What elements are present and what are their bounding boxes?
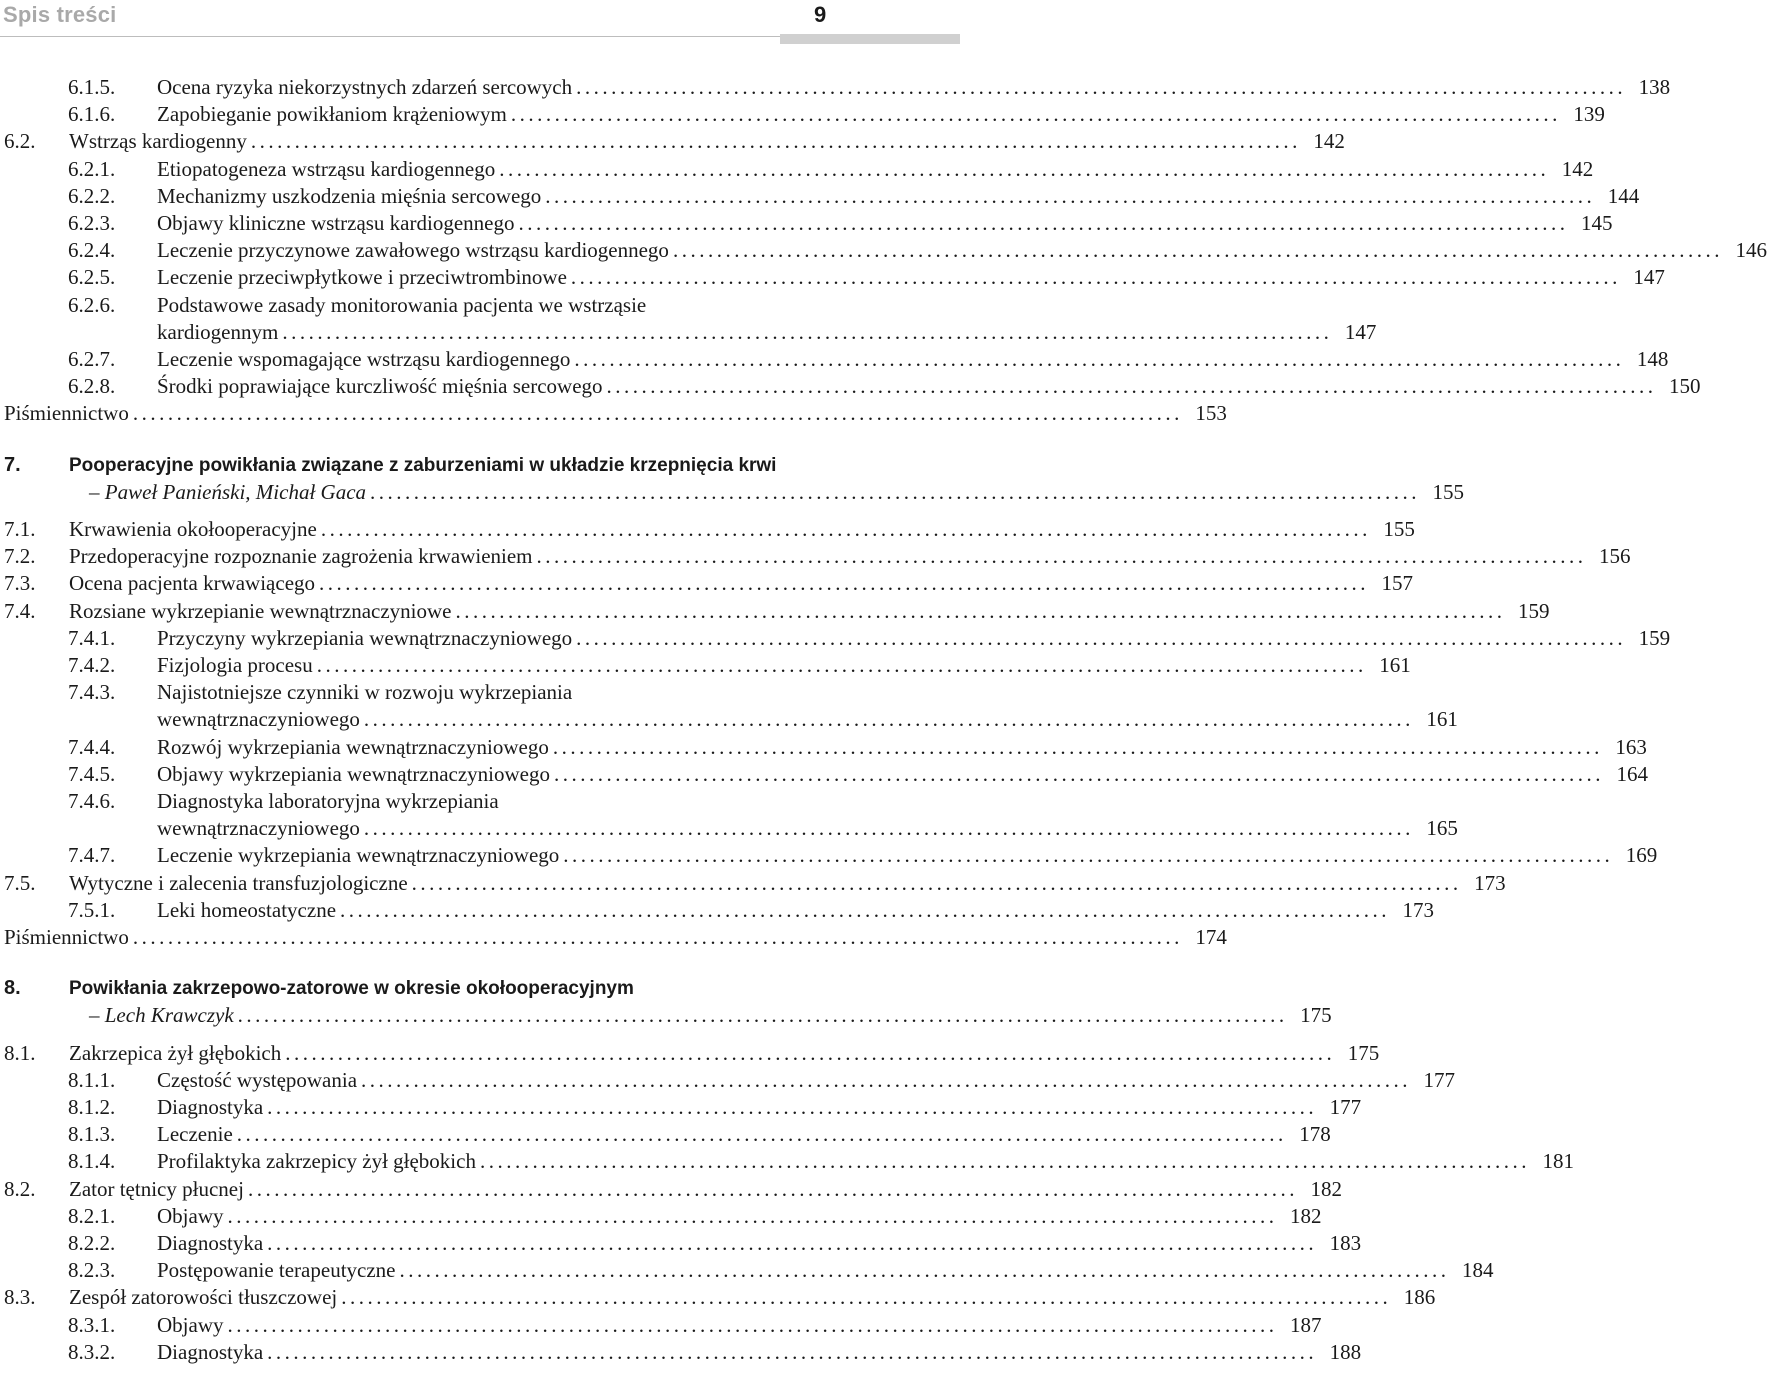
entry-number bbox=[68, 734, 115, 761]
entry-title: Leczenie bbox=[157, 1122, 233, 1147]
entry-number-text: 7.4.4. bbox=[68, 734, 116, 759]
entry-number-text: 8.1.2. bbox=[68, 1095, 116, 1119]
entry-author: – Lech Krawczyk bbox=[89, 1003, 234, 1028]
entry-number bbox=[4, 516, 36, 543]
entry-number-text: 8.1. bbox=[4, 1040, 36, 1065]
dot-leader: ........................................................................................................................ bbox=[340, 897, 1391, 922]
entry-title: Leczenie wspomagające wstrząsu kardiogennego bbox=[157, 347, 571, 371]
entry-page: 159 bbox=[1518, 598, 1550, 623]
entry-number bbox=[4, 1040, 36, 1067]
dot-leader: ........................................................................................................................ bbox=[282, 319, 1333, 344]
entry-page: 177 bbox=[1329, 1095, 1362, 1119]
entry-number-text: 6.1.5. bbox=[68, 75, 116, 99]
entry-number-text: 6.2.2. bbox=[68, 183, 116, 208]
entry-page: 147 bbox=[1344, 319, 1377, 344]
toc-entry[interactable] bbox=[157, 897, 1435, 924]
toc-entry-continuation[interactable] bbox=[157, 706, 1458, 733]
toc-entry[interactable] bbox=[157, 1067, 1456, 1094]
entry-page: 178 bbox=[1299, 1122, 1331, 1147]
toc-entry[interactable] bbox=[4, 400, 1227, 427]
entry-number bbox=[68, 264, 115, 291]
entry-number-text: 7.2. bbox=[4, 544, 36, 569]
chapter-number: 7. bbox=[4, 453, 21, 476]
dot-leader: ........................................................................................................................ bbox=[552, 734, 1603, 759]
entry-title-continuation: wewnątrznaczyniowego bbox=[157, 816, 360, 841]
toc-entry[interactable] bbox=[69, 543, 1631, 570]
dot-leader: ........................................................................................................................ bbox=[576, 625, 1627, 650]
dot-leader: ........................................................................................................................ bbox=[672, 238, 1723, 263]
entry-page: 184 bbox=[1462, 1258, 1494, 1283]
entry-number-text: 6.1.6. bbox=[68, 102, 116, 127]
toc-entry[interactable] bbox=[157, 183, 1640, 210]
toc-entry[interactable] bbox=[69, 1284, 1436, 1311]
entry-number bbox=[68, 897, 115, 924]
entry-page: 142 bbox=[1313, 129, 1345, 154]
entry-title: Środki poprawiające kurczliwość mięśnia sercowego bbox=[157, 374, 603, 399]
entry-page: 175 bbox=[1347, 1040, 1380, 1065]
toc-entry[interactable] bbox=[157, 734, 1647, 761]
entry-number bbox=[68, 1257, 115, 1284]
toc-entry[interactable] bbox=[157, 1257, 1494, 1284]
entry-number-text: 6.2.3. bbox=[68, 211, 116, 235]
entry-title: Rozwój wykrzepiania wewnątrznaczyniowego bbox=[157, 734, 549, 759]
entry-number bbox=[68, 373, 115, 400]
entry-number-text: 8.3.1. bbox=[68, 1312, 116, 1337]
toc-entry[interactable] bbox=[157, 788, 499, 815]
dot-leader: ........................................................................................................................ bbox=[132, 401, 1183, 426]
dot-leader: ........................................................................................................................ bbox=[285, 1040, 1336, 1065]
dot-leader: ........................................................................................................................ bbox=[361, 1067, 1412, 1092]
toc-entry[interactable] bbox=[157, 74, 1671, 101]
dot-leader: ........................................................................................................................ bbox=[247, 1176, 1298, 1201]
toc-entry[interactable] bbox=[157, 346, 1669, 373]
toc-entry[interactable] bbox=[157, 1148, 1574, 1175]
entry-author: – Paweł Panieński, Michał Gaca bbox=[89, 479, 367, 504]
dot-leader: ........................................................................................................................ bbox=[320, 517, 1371, 541]
entry-number bbox=[4, 870, 36, 897]
entry-number bbox=[68, 74, 115, 101]
entry-page: 175 bbox=[1300, 1003, 1332, 1028]
entry-number bbox=[4, 128, 36, 155]
entry-number bbox=[68, 183, 115, 210]
toc-entry[interactable] bbox=[157, 264, 1665, 291]
entry-number-text: 7.4.7. bbox=[68, 843, 116, 868]
entry-number bbox=[4, 543, 36, 570]
entry-title: Objawy bbox=[157, 1312, 224, 1337]
entry-title: Profilaktyka zakrzepicy żył głębokich bbox=[157, 1149, 476, 1174]
page-number: 9 bbox=[814, 2, 827, 27]
entry-title: Ocena ryzyka niekorzystnych zdarzeń sercowych bbox=[157, 75, 573, 99]
entry-number bbox=[68, 156, 115, 183]
entry-page: 157 bbox=[1381, 571, 1414, 596]
toc-entry[interactable] bbox=[157, 156, 1594, 183]
entry-title: Piśmiennictwo bbox=[4, 925, 129, 949]
header-rule bbox=[0, 36, 780, 37]
dot-leader: ........................................................................................................................ bbox=[606, 374, 1657, 399]
entry-number bbox=[68, 1148, 115, 1175]
entry-title: Krwawienia okołooperacyjne bbox=[69, 517, 317, 541]
entry-number-text: 7.3. bbox=[4, 571, 36, 596]
entry-number-text: 7.1. bbox=[4, 517, 36, 541]
entry-number-text: 6.2. bbox=[4, 129, 36, 154]
entry-number-text: 8.3.2. bbox=[68, 1339, 116, 1364]
dot-leader: ........................................................................................................................ bbox=[227, 1312, 1278, 1337]
dot-leader: ........................................................................................................................ bbox=[455, 598, 1506, 623]
entry-number-text: 7.4. bbox=[4, 598, 36, 623]
dot-leader: ........................................................................................................................ bbox=[499, 156, 1550, 181]
dot-leader: ........................................................................................................................ bbox=[363, 707, 1414, 732]
dot-leader: ........................................................................................................................ bbox=[570, 265, 1621, 290]
entry-number bbox=[68, 1203, 115, 1230]
toc-entry[interactable] bbox=[157, 210, 1613, 237]
toc-entry[interactable] bbox=[157, 1203, 1322, 1230]
dot-leader: ........................................................................................................................ bbox=[510, 102, 1561, 127]
entry-page: 164 bbox=[1616, 761, 1649, 786]
toc-entry[interactable] bbox=[157, 1230, 1362, 1257]
toc-entry[interactable] bbox=[157, 842, 1658, 869]
entry-number bbox=[68, 1094, 115, 1121]
toc-entry[interactable] bbox=[157, 652, 1411, 679]
dot-leader: ........................................................................................................................ bbox=[267, 1339, 1318, 1364]
toc-entry[interactable] bbox=[157, 1339, 1362, 1366]
entry-number bbox=[68, 1067, 115, 1094]
dot-leader: ........................................................................................................................ bbox=[411, 870, 1462, 895]
toc-entry[interactable] bbox=[69, 1176, 1342, 1203]
toc-entry[interactable] bbox=[157, 292, 646, 319]
dot-leader: ........................................................................................................................ bbox=[536, 544, 1587, 569]
entry-number bbox=[68, 625, 115, 652]
entry-page: 145 bbox=[1580, 211, 1613, 235]
entry-number bbox=[4, 570, 36, 597]
toc-entry[interactable] bbox=[4, 924, 1227, 951]
entry-number-text: 8.3. bbox=[4, 1285, 36, 1310]
dot-leader: ........................................................................................................................ bbox=[399, 1258, 1450, 1283]
entry-page: 161 bbox=[1426, 707, 1458, 732]
entry-number-text: 8.2. bbox=[4, 1176, 36, 1201]
dot-leader: ........................................................................................................................ bbox=[267, 1231, 1318, 1255]
entry-page: 177 bbox=[1423, 1067, 1456, 1092]
toc-entry[interactable] bbox=[157, 1094, 1362, 1121]
entry-title: Najistotniejsze czynniki w rozwoju wykrzepiania bbox=[157, 680, 573, 705]
toc-entry-continuation[interactable] bbox=[157, 815, 1458, 842]
toc-entry[interactable] bbox=[157, 237, 1767, 264]
toc-entry[interactable] bbox=[157, 625, 1671, 652]
entry-title: Przyczyny wykrzepiania wewnątrznaczyniowego bbox=[157, 625, 573, 650]
entry-number bbox=[68, 1230, 115, 1257]
dot-leader: ........................................................................................................................ bbox=[267, 1095, 1318, 1119]
entry-title: Piśmiennictwo bbox=[4, 401, 129, 426]
chapter-number: 8. bbox=[4, 977, 21, 1000]
dot-leader: ........................................................................................................................ bbox=[563, 843, 1614, 868]
entry-number-text: 8.2.2. bbox=[68, 1231, 116, 1255]
entry-number-text: 8.2.1. bbox=[68, 1203, 116, 1228]
entry-number-text: 7.4.1. bbox=[68, 625, 116, 650]
toc-entry[interactable] bbox=[69, 1040, 1380, 1067]
header-tab-bar bbox=[780, 34, 960, 44]
entry-page: 181 bbox=[1542, 1149, 1574, 1174]
entry-page: 173 bbox=[1402, 897, 1435, 922]
entry-page: 182 bbox=[1290, 1203, 1322, 1228]
entry-page: 173 bbox=[1474, 870, 1506, 895]
entry-page: 155 bbox=[1383, 517, 1415, 541]
entry-number-text: 6.2.5. bbox=[68, 265, 116, 290]
entry-page: 186 bbox=[1403, 1285, 1436, 1310]
entry-number-text: 8.1.1. bbox=[68, 1067, 116, 1092]
entry-page: 147 bbox=[1633, 265, 1665, 290]
entry-page: 169 bbox=[1625, 843, 1658, 868]
entry-title: Fizjologia procesu bbox=[157, 653, 313, 677]
entry-title: Przedoperacyjne rozpoznanie zagrożenia krwawieniem bbox=[69, 544, 533, 569]
dot-leader: ........................................................................................................................ bbox=[316, 653, 1367, 677]
chapter-title[interactable]: Powikłania zakrzepowo-zatorowe w okresie okołooperacyjnym bbox=[69, 978, 634, 1000]
entry-title: Diagnostyka bbox=[157, 1339, 264, 1364]
entry-number-text: 8.1.4. bbox=[68, 1149, 116, 1174]
entry-page: 159 bbox=[1638, 625, 1671, 650]
dot-leader: ........................................................................................................................ bbox=[227, 1203, 1278, 1228]
toc-entry[interactable] bbox=[157, 373, 1701, 400]
entry-title: Rozsiane wykrzepianie wewnątrznaczyniowe bbox=[69, 598, 452, 623]
entry-number bbox=[68, 237, 115, 264]
entry-title: Objawy wykrzepiania wewnątrznaczyniowego bbox=[157, 761, 551, 786]
entry-number bbox=[4, 1284, 36, 1311]
entry-number bbox=[4, 1176, 36, 1203]
entry-title: Objawy bbox=[157, 1203, 224, 1228]
entry-page: 163 bbox=[1615, 734, 1647, 759]
entry-number bbox=[68, 101, 115, 128]
entry-title: Leczenie przyczynowe zawałowego wstrząsu kardiogennego bbox=[157, 238, 669, 263]
entry-title: Diagnostyka bbox=[157, 1095, 264, 1119]
entry-number-text: 7.5. bbox=[4, 870, 36, 895]
entry-page: 144 bbox=[1607, 183, 1640, 208]
entry-title: Diagnostyka laboratoryjna wykrzepiania bbox=[157, 789, 499, 813]
toc-entry[interactable] bbox=[157, 1312, 1322, 1339]
entry-page: 165 bbox=[1426, 816, 1458, 841]
dot-leader: ........................................................................................................................ bbox=[237, 1003, 1288, 1028]
dot-leader: ........................................................................................................................ bbox=[132, 925, 1183, 949]
page-header bbox=[0, 0, 960, 50]
entry-page: 155 bbox=[1432, 479, 1465, 504]
entry-title-continuation: wewnątrznaczyniowego bbox=[157, 707, 360, 732]
entry-number bbox=[68, 761, 115, 788]
entry-page: 183 bbox=[1329, 1231, 1362, 1255]
entry-number-text: 6.2.1. bbox=[68, 156, 116, 181]
entry-title: Wytyczne i zalecenia transfuzjologiczne bbox=[69, 870, 408, 895]
dot-leader: ........................................................................................................................ bbox=[574, 347, 1625, 371]
entry-number-text: 7.4.3. bbox=[68, 680, 116, 705]
entry-title: Częstość występowania bbox=[157, 1067, 358, 1092]
entry-number-text: 7.5.1. bbox=[68, 897, 116, 922]
entry-page: 174 bbox=[1195, 925, 1227, 949]
entry-number bbox=[68, 1312, 115, 1339]
toc-entry[interactable] bbox=[157, 1121, 1331, 1148]
entry-title: Leczenie wykrzepiania wewnątrznaczyniowego bbox=[157, 843, 560, 868]
entry-number bbox=[68, 842, 115, 869]
entry-title: Zespół zatorowości tłuszczowej bbox=[69, 1285, 338, 1310]
toc-entry[interactable] bbox=[69, 128, 1345, 155]
entry-title: Zakrzepica żył głębokich bbox=[69, 1040, 282, 1065]
entry-number-text: 7.4.2. bbox=[68, 653, 116, 677]
dot-leader: ........................................................................................................................ bbox=[479, 1149, 1530, 1174]
entry-number-text: 7.4.5. bbox=[68, 761, 116, 786]
entry-page: 146 bbox=[1735, 238, 1767, 263]
dot-leader: ........................................................................................................................ bbox=[319, 571, 1370, 596]
entry-number-text: 6.2.4. bbox=[68, 238, 116, 263]
entry-number bbox=[68, 1121, 115, 1148]
entry-title: Podstawowe zasady monitorowania pacjenta we wstrząsie bbox=[157, 292, 647, 317]
dot-leader: ........................................................................................................................ bbox=[518, 211, 1569, 235]
entry-number bbox=[68, 788, 115, 815]
entry-page: 139 bbox=[1573, 102, 1605, 127]
entry-title: Objawy kliniczne wstrząsu kardiogennego bbox=[157, 211, 515, 235]
entry-page: 188 bbox=[1329, 1339, 1362, 1364]
entry-page: 138 bbox=[1638, 75, 1671, 99]
entry-number-text: 6.2.8. bbox=[68, 374, 116, 399]
entry-page: 150 bbox=[1669, 374, 1701, 399]
entry-number-text: 8.1.3. bbox=[68, 1122, 116, 1147]
dot-leader: ........................................................................................................................ bbox=[370, 479, 1421, 504]
toc-entry[interactable] bbox=[157, 761, 1649, 788]
entry-title: Zapobieganie powikłaniom krążeniowym bbox=[157, 102, 507, 127]
toc-entry[interactable] bbox=[157, 101, 1605, 128]
entry-title: Leczenie przeciwpłytkowe i przeciwtrombinowe bbox=[157, 265, 567, 290]
dot-leader: ........................................................................................................................ bbox=[236, 1122, 1287, 1147]
entry-title: Zator tętnicy płucnej bbox=[69, 1176, 244, 1201]
dot-leader: ........................................................................................................................ bbox=[576, 75, 1627, 99]
entry-number bbox=[68, 292, 115, 319]
entry-number-text: 6.2.6. bbox=[68, 292, 116, 317]
chapter-title[interactable]: Pooperacyjne powikłania związane z zaburzeniami w układzie krzepnięcia krwi bbox=[69, 454, 777, 476]
chapter-author-line[interactable] bbox=[89, 1002, 1332, 1029]
entry-title-continuation: kardiogennym bbox=[157, 319, 279, 344]
dot-leader: ........................................................................................................................ bbox=[250, 129, 1301, 154]
entry-page: 187 bbox=[1290, 1312, 1322, 1337]
chapter-author-line[interactable] bbox=[89, 479, 1465, 506]
entry-number bbox=[68, 679, 115, 706]
entry-number bbox=[68, 1339, 115, 1366]
entry-number bbox=[4, 598, 36, 625]
toc-entry[interactable] bbox=[69, 598, 1550, 625]
toc-entry-continuation[interactable] bbox=[157, 319, 1377, 346]
entry-title: Ocena pacjenta krwawiącego bbox=[69, 571, 316, 596]
toc-entry[interactable] bbox=[157, 679, 572, 706]
toc-entry[interactable] bbox=[69, 870, 1506, 897]
entry-title: Diagnostyka bbox=[157, 1231, 264, 1255]
entry-page: 142 bbox=[1561, 156, 1594, 181]
entry-page: 161 bbox=[1379, 653, 1411, 677]
entry-number-text: 8.2.3. bbox=[68, 1258, 116, 1283]
entry-page: 182 bbox=[1310, 1176, 1342, 1201]
entry-page: 148 bbox=[1636, 347, 1669, 371]
entry-number-text: 7.4.6. bbox=[68, 789, 116, 813]
entry-number bbox=[68, 346, 115, 373]
entry-number bbox=[68, 210, 115, 237]
entry-page: 156 bbox=[1599, 544, 1631, 569]
entry-title: Wstrząs kardiogenny bbox=[69, 129, 247, 154]
dot-leader: ........................................................................................................................ bbox=[363, 816, 1414, 841]
dot-leader: ........................................................................................................................ bbox=[545, 183, 1596, 208]
dot-leader: ........................................................................................................................ bbox=[554, 761, 1605, 786]
dot-leader: ........................................................................................................................ bbox=[341, 1285, 1392, 1310]
entry-number bbox=[68, 652, 115, 679]
toc-entry[interactable] bbox=[69, 516, 1415, 543]
entry-title: Postępowanie terapeutyczne bbox=[157, 1258, 396, 1283]
entry-title: Etiopatogeneza wstrząsu kardiogennego bbox=[157, 156, 496, 181]
entry-page: 153 bbox=[1195, 401, 1227, 426]
entry-title: Leki homeostatyczne bbox=[157, 897, 337, 922]
entry-title: Mechanizmy uszkodzenia mięśnia sercowego bbox=[157, 183, 542, 208]
entry-number-text: 6.2.7. bbox=[68, 347, 116, 371]
toc-entry[interactable] bbox=[69, 570, 1414, 597]
running-title: Spis treści bbox=[3, 2, 117, 27]
